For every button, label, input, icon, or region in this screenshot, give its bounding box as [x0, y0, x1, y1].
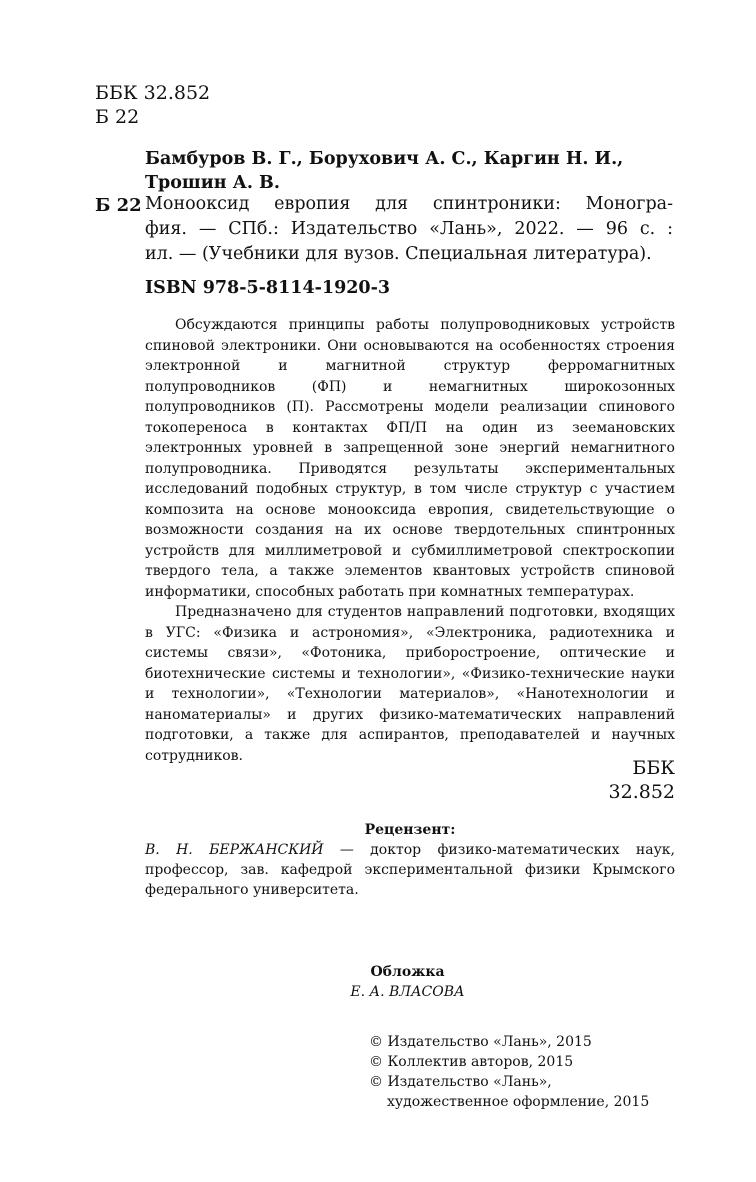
copyright-line: © Коллектив авторов, 2015 — [369, 1054, 574, 1070]
authors — [145, 147, 675, 195]
reviewer-name: В. Н. БЕРЖАНСКИЙ — [145, 842, 324, 858]
cover-credit — [145, 962, 670, 1002]
reviewer-credentials: — доктор физико-математических наук, — [323, 842, 676, 858]
abstract-paragraph-1: Обсуждаются принципы работы полупроводниковых устройств спиновой электроники. Они основываются на особенностях строения электронной и магнитной структур ферромагнитных полупроводников (ФП) и немагнитных широкозонных полупроводников (П). Рассмотрены модели реализации спинового токопереноса в контактах ФП/П на один из зеемановских электронных уровней в запрещенной зоне энергий немагнитного полупроводника. Приводятся результаты экспериментальных исследований подобных структур, в том числе структур с участием композита на основе монооксида европия, свидетельствующие о возможности создания на их основе твердотельных спинтронных устройств для миллиметровой и субмиллиметровой спектроскопии твердого тела, а также элементов квантовых устройств спиновой информатики, способных работать при комнатных температурах. — [145, 317, 675, 600]
author-code: Б 22 — [95, 195, 142, 216]
reviewer-heading: Рецензент: — [364, 822, 456, 838]
bbk-header — [95, 81, 210, 129]
authors-line-1: Бамбуров В. Г., Борухович А. С., Каргин Н. И., — [145, 149, 624, 169]
reviewer-line-3: федерального университета. — [145, 882, 359, 898]
cover-artist: Е. А. ВЛАСОВА — [350, 984, 465, 1000]
authors-line-2: Трошин А. В. — [145, 173, 280, 193]
abstract — [145, 315, 675, 766]
reviewer-line-1 — [145, 840, 675, 860]
copyright-line: © Издательство «Лань», 2015 — [369, 1034, 592, 1050]
reviewer-info — [145, 840, 675, 900]
title-line: фия. — СПб.: Издательство «Лань», 2022. — 96 с. : — [145, 219, 673, 239]
book-title — [145, 192, 673, 267]
copyright-line: художественное оформление, 2015 — [387, 1094, 650, 1110]
title-line: Монооксид европия для спинтроники: Моногра- — [145, 194, 673, 214]
title-line: ил. — (Учебники для вузов. Специальная литература). — [145, 244, 652, 264]
cover-heading: Обложка — [370, 964, 445, 980]
copyright-line: © Издательство «Лань», — [369, 1074, 552, 1090]
bbk-code: ББК 32.852 — [95, 82, 211, 104]
bbk-footer-code: ББК 32.852 — [608, 757, 675, 803]
abstract-paragraph-2: Предназначено для студентов направлений подготовки, входящих в УГС: «Физика и астрономия», «Электроника, радиотехника и системы связи», «Фотоника, приборостроение, оптические и биотехнические системы и технологии», «Физико-технические науки и технологии», «Технологии материалов», «Нанотехнологии и наноматериалы» и других физико-математических направлений подготовки, а также для аспирантов, преподавателей и научных сотрудников. — [145, 604, 675, 764]
reviewer-line-2: профессор, зав. кафедрой экспериментальной физики Крымского — [145, 862, 675, 878]
isbn: ISBN 978-5-8114-1920-3 — [145, 278, 391, 298]
bbk-letter-code: Б 22 — [95, 106, 140, 128]
copyright-block — [369, 1032, 679, 1112]
